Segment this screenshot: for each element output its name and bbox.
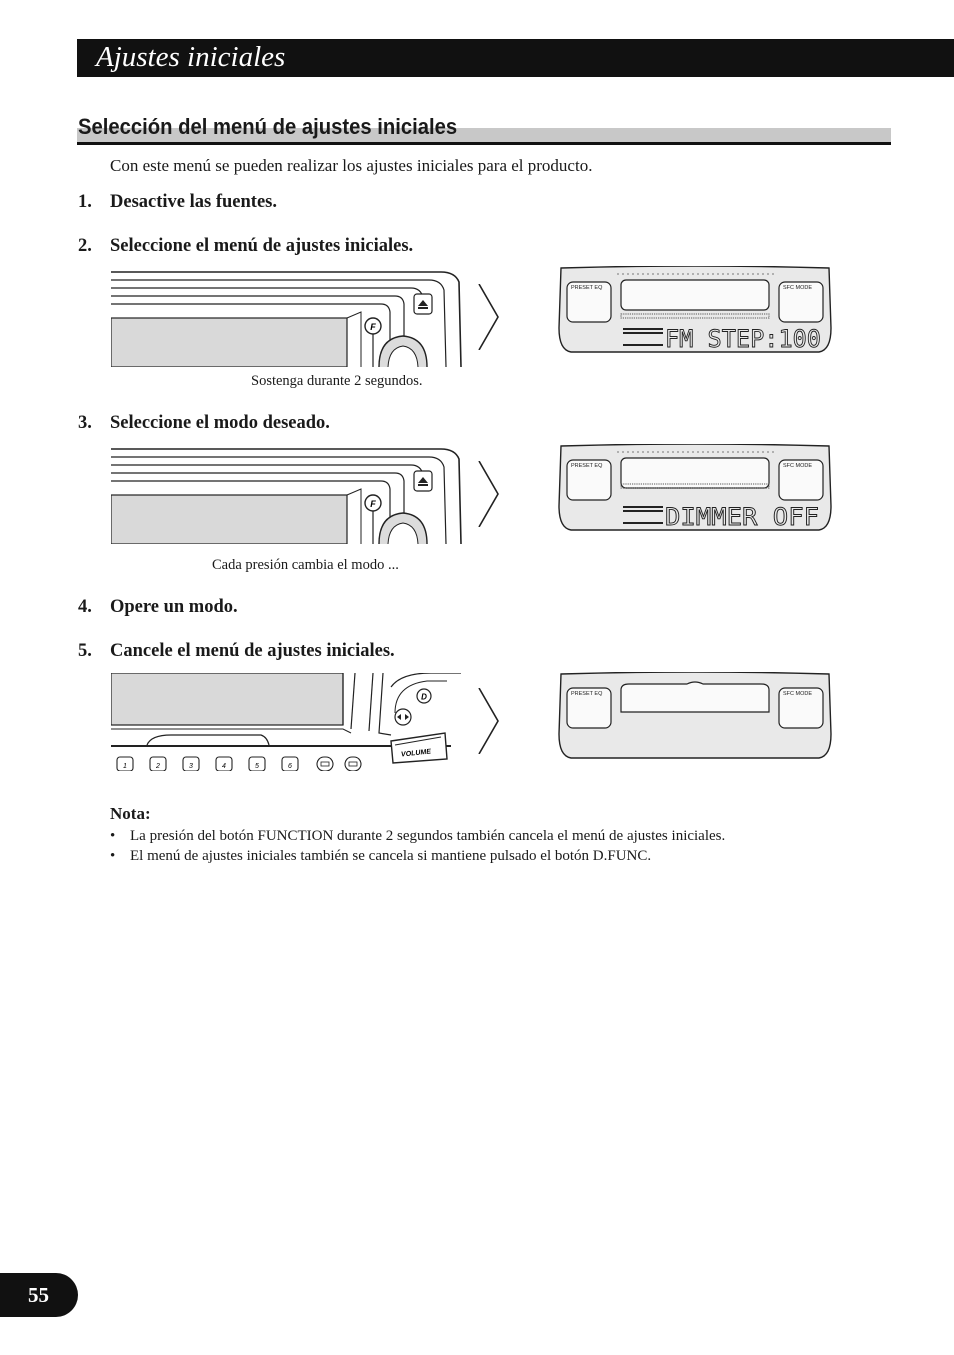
page-title: Ajustes iniciales — [96, 41, 286, 73]
step-text: Cancele el menú de ajustes iniciales. — [110, 641, 395, 661]
preset-1-label: 1 — [123, 763, 127, 770]
lcd-text-fm-step: FM STEP:100 — [665, 325, 821, 353]
preset-3-label: 3 — [189, 763, 193, 770]
head-unit-illustration-1 — [111, 270, 463, 367]
preset-6-label: 6 — [288, 763, 292, 770]
step-4 — [78, 595, 238, 619]
head-unit-illustration-2 — [111, 447, 463, 544]
preset-eq-label: PRESET EQ — [571, 691, 603, 697]
caption-each-press-changes-mode: Cada presión cambia el modo ... — [212, 557, 399, 573]
step-text: Opere un modo. — [110, 597, 238, 617]
note-item: • La presión del botón FUNCTION durante 2 segundos también cancela el menú de ajustes iniciales. — [110, 828, 726, 844]
step-number: 5. — [78, 641, 92, 661]
preset-eq-label: PRESET EQ — [571, 285, 603, 291]
step-number: 4. — [78, 597, 92, 617]
arrow-right-icon — [477, 461, 501, 527]
page-number: 55 — [28, 1283, 49, 1307]
volume-label: VOLUME — [400, 748, 432, 759]
lcd-display-2 — [557, 444, 833, 532]
preset-4-label: 4 — [222, 763, 226, 770]
step-text: Desactive las fuentes. — [110, 192, 277, 212]
preset-2-label: 2 — [156, 763, 160, 770]
step-number: 2. — [78, 236, 92, 256]
display-button-label: D — [421, 692, 427, 702]
sfc-mode-label: SFC MODE — [783, 285, 813, 291]
section-title: Selección del menú de ajustes iniciales — [78, 114, 458, 139]
step-5 — [78, 639, 395, 663]
note-item-text: La presión del botón FUNCTION durante 2 segundos también cancela el menú de ajustes iniciales. — [130, 828, 726, 844]
step-text: Seleccione el menú de ajustes iniciales. — [110, 236, 414, 256]
arrow-right-icon — [477, 688, 501, 754]
note-item: • El menú de ajustes iniciales también se cancela si mantiene pulsado el botón D.FUNC. — [110, 848, 652, 864]
function-button-label: F — [370, 499, 376, 509]
caption-hold-2-seconds: Sostenga durante 2 segundos. — [251, 373, 423, 389]
preset-eq-label: PRESET EQ — [571, 463, 603, 469]
intro-paragraph: Con este menú se pueden realizar los ajustes iniciales para el producto. — [110, 156, 593, 175]
step-number: 1. — [78, 192, 92, 212]
lcd-display-1 — [557, 266, 833, 354]
step-3 — [78, 411, 330, 435]
step-number: 3. — [78, 413, 92, 433]
step-text: Seleccione el modo deseado. — [110, 413, 330, 433]
note-heading: Nota: — [110, 804, 151, 823]
sfc-mode-label: SFC MODE — [783, 691, 813, 697]
arrow-right-icon — [477, 284, 501, 350]
function-button-label: F — [370, 322, 376, 332]
sfc-mode-label: SFC MODE — [783, 463, 813, 469]
section-heading — [77, 112, 891, 147]
lcd-display-3 — [557, 672, 833, 760]
section-heading-rule — [77, 142, 891, 145]
note-item-text: El menú de ajustes iniciales también se cancela si mantiene pulsado el botón D.FUNC. — [130, 848, 652, 864]
head-unit-illustration-3 — [111, 673, 463, 771]
step-1 — [78, 190, 277, 214]
preset-5-label: 5 — [255, 763, 259, 770]
step-2 — [78, 234, 413, 258]
lcd-text-dimmer: DIMMER OFF — [665, 503, 819, 531]
